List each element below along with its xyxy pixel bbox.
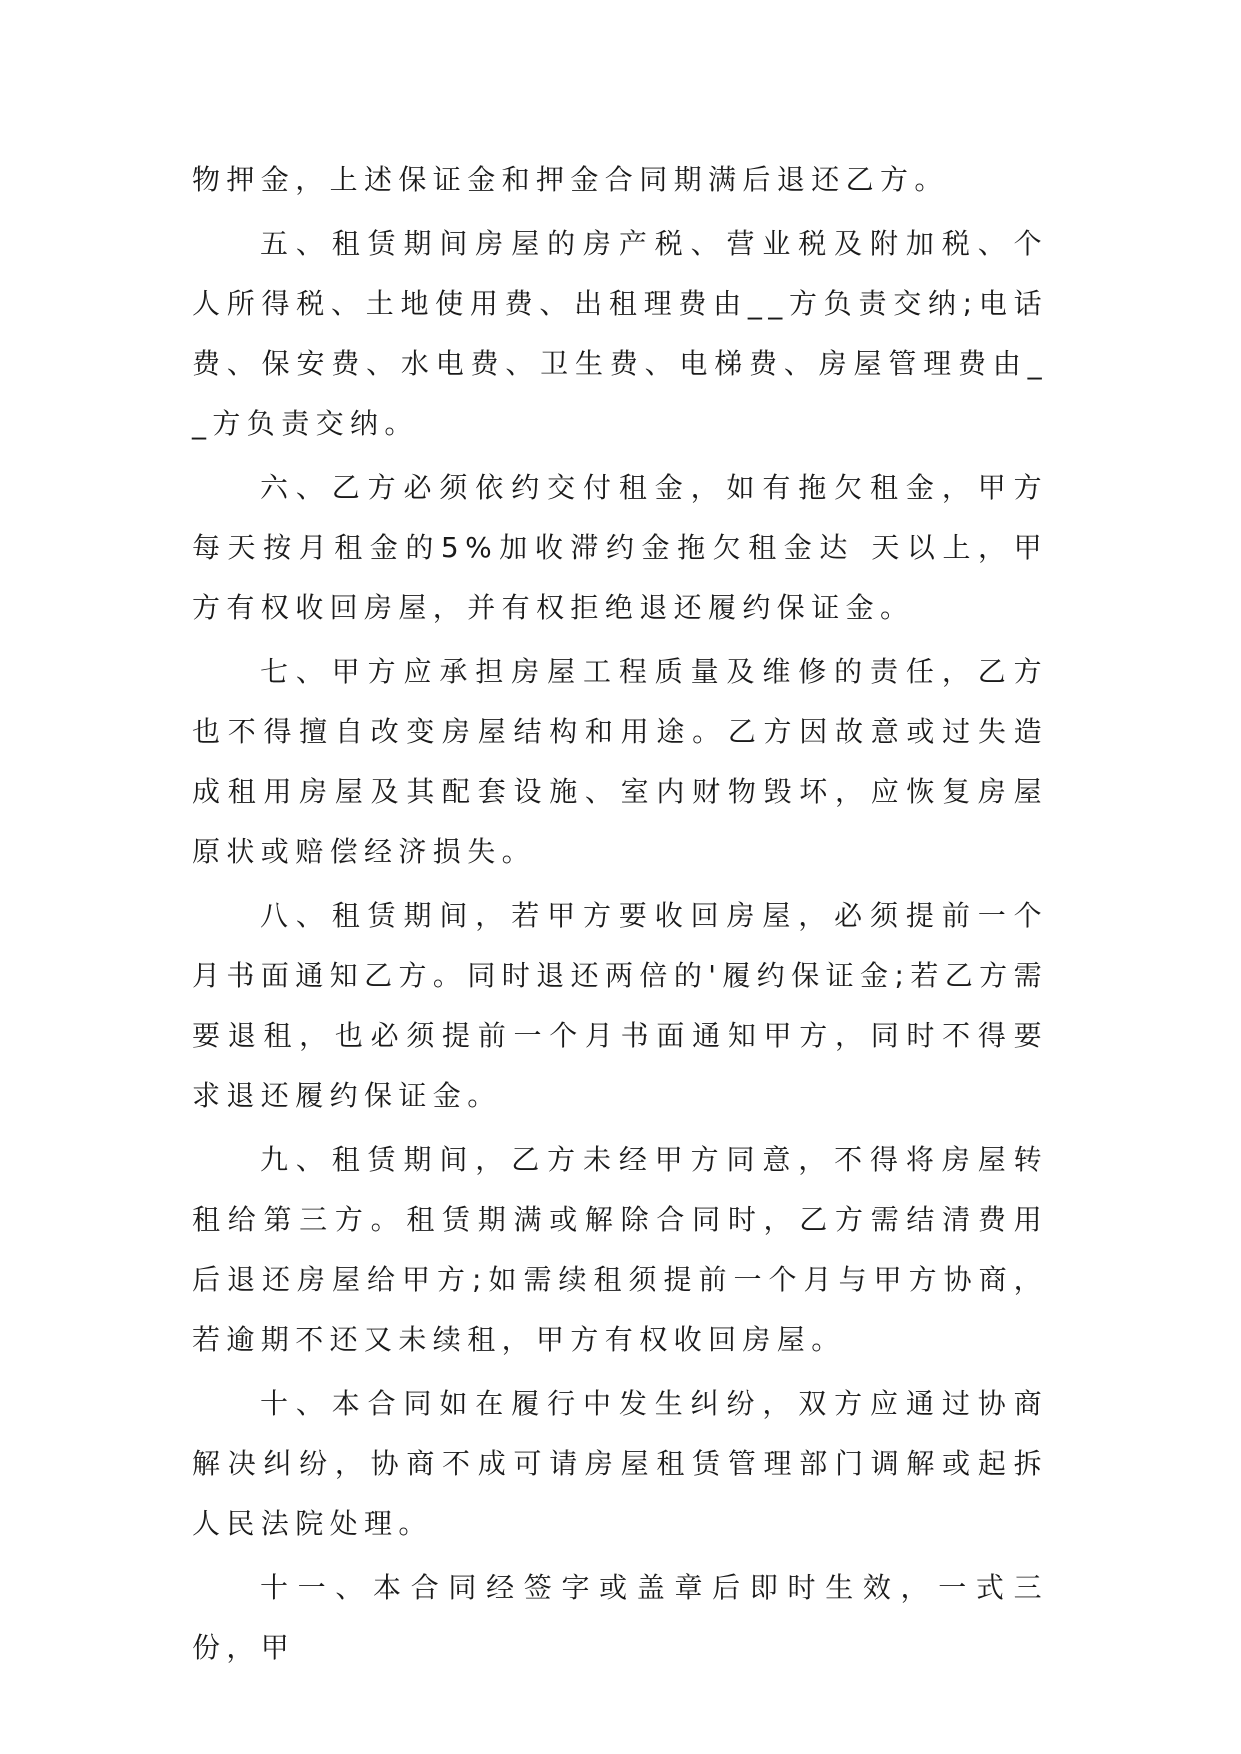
paragraph-clause-5: 五、租赁期间房屋的房产税、营业税及附加税、个人所得税、土地使用费、出租理费由__方负责交纳;电话费、保安费、水电费、卫生费、电梯费、房屋管理费由__方负责交纳。: [192, 227, 1048, 440]
paragraph-clause-6: 六、乙方必须依约交付租金，如有拖欠租金，甲方每天按月租金的5%加收滞约金拖欠租金达 天以上，甲方有权收回房屋，并有权拒绝退还履约保证金。: [192, 471, 1048, 624]
paragraph-clause-7: 七、甲方应承担房屋工程质量及维修的责任，乙方也不得擅自改变房屋结构和用途。乙方因故意或过失造成租用房屋及其配套设施、室内财物毁坏，应恢复房屋原状或赔偿经济损失。: [192, 655, 1048, 868]
paragraph-clause-10: 十、本合同如在履行中发生纠纷，双方应通过协商解决纠纷，协商不成可请房屋租赁管理部门调解或起拆人民法院处理。: [192, 1387, 1048, 1540]
paragraph-clause-8: 八、租赁期间，若甲方要收回房屋，必须提前一个月书面通知乙方。同时退还两倍的'履约保证金;若乙方需要退租，也必须提前一个月书面通知甲方，同时不得要求退还履约保证金。: [192, 899, 1048, 1112]
paragraph-clause-9: 九、租赁期间，乙方未经甲方同意，不得将房屋转租给第三方。租赁期满或解除合同时，乙方需结清费用后退还房屋给甲方;如需续租须提前一个月与甲方协商，若逾期不还又未续租，甲方有权收回房屋。: [192, 1143, 1048, 1356]
document-page: [192, 150, 1048, 1678]
paragraph-continuation: 物押金，上述保证金和押金合同期满后退还乙方。: [192, 163, 949, 196]
paragraph-clause-11: 十一、本合同经签字或盖章后即时生效，一式三份，甲: [192, 1571, 1048, 1664]
